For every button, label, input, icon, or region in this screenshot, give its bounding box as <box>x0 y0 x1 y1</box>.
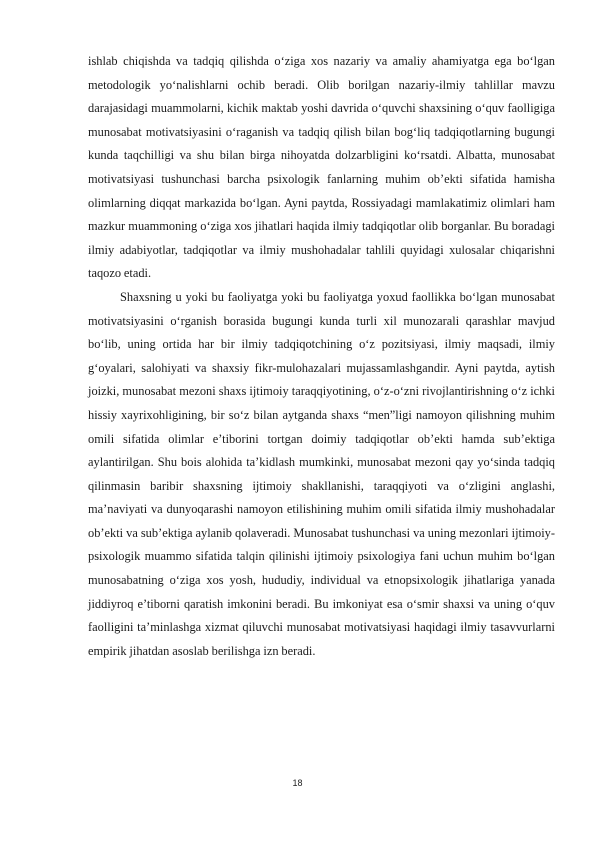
paragraph-2: Shaxsning u yoki bu faoliyatga yoki bu faoliyatga yoxud faollikka bo‘lgan munosabat motivatsiyasini o‘rganish borasida bugungi kunda turli xil munozarali qarashlar mavjud bo‘lib, uning ortida har bir ilmiy tadqiqotchining o‘z pozitsiyasi, ilmiy maqsadi, ilmiy g‘oyalari, salohiyati va shaxsiy fikr-mulohazalari mujassamlashgandir. Ayni paytda, aytish joizki, munosabat mezoni shaxs ijtimoiy taraqqiyotining, o‘z-o‘zni rivojlantirishning o‘z ichki hissiy xayrixohligining, bir so‘z bilan aytganda shaxs “men”ligi namoyon qilishning muhim omili sifatida olimlar e’tiborini tortgan doimiy tadqiqotlar ob’ekti hamda sub’ektiga aylantirilgan. Shu bois alohida ta’kidlash mumkinki, munosabat mezoni qay yo‘sinda tadqiq qilinmasin baribir shaxsning ijtimoiy shakllanishi, taraqqiyoti va o‘zligini anglashi, ma’naviyati va dunyoqarashi namoyon etilishining muhim omili sifatida ilmiy mushohadalar ob’ekti va sub’ektiga aylanib qolaveradi. Munosabat tushunchasi va uning mezonlari ijtimoiy-psixologik muammo sifatida talqin qilinishi ijtimoiy psixologiya fani uchun muhim bo‘lgan munosabatning o‘ziga xos yosh, hududiy, individual va etnopsixologik jihatlariga yanada jiddiyroq e’tiborni qaratish imkonini beradi. Bu imkoniyat esa o‘smir shaxsi va uning o‘quv faolligini ta’minlashga xizmat qiluvchi munosabat motivatsiyasi haqidagi ilmiy tasavvurlarni empirik jihatdan asoslab berilishga izn beradi. <box>88 289 555 658</box>
page-number: 18 <box>292 778 303 788</box>
paragraph-1: ishlab chiqishda va tadqiq qilishda o‘ziga xos nazariy va amaliy ahamiyatga ega bo‘lgan metodologik yo‘nalishlarni ochib beradi. Olib borilgan nazariy-ilmiy tahlillar mavzu darajasidagi muammolarni, kichik maktab yoshi davrida o‘quvchi shaxsining o‘quv faolligiga munosabat motivatsiyasini o‘raganish va tadqiq qilish bilan bog‘liq tadqiqotlarning bugungi kunda taqchilligi va shu bilan birga nihoyatda dolzarbligini ko‘rsatdi. Albatta, munosabat motivatsiyasi tushunchasi barcha psixologik fanlarning muhim ob’ekti sifatida hamisha olimlarning diqqat markazida bo‘lgan. Ayni paytda, Rossiyadagi mamlakatimiz olimlari ham mazkur muammoning o‘ziga xos jihatlari haqida ilmiy tadqiqotlar olib borganlar. Bu boradagi ilmiy adabiyotlar, tadqiqotlar va ilmiy mushohadalar tahlili quyidagi xulosalar chiqarishni taqozo etadi. <box>88 54 555 281</box>
body-text <box>88 50 555 663</box>
